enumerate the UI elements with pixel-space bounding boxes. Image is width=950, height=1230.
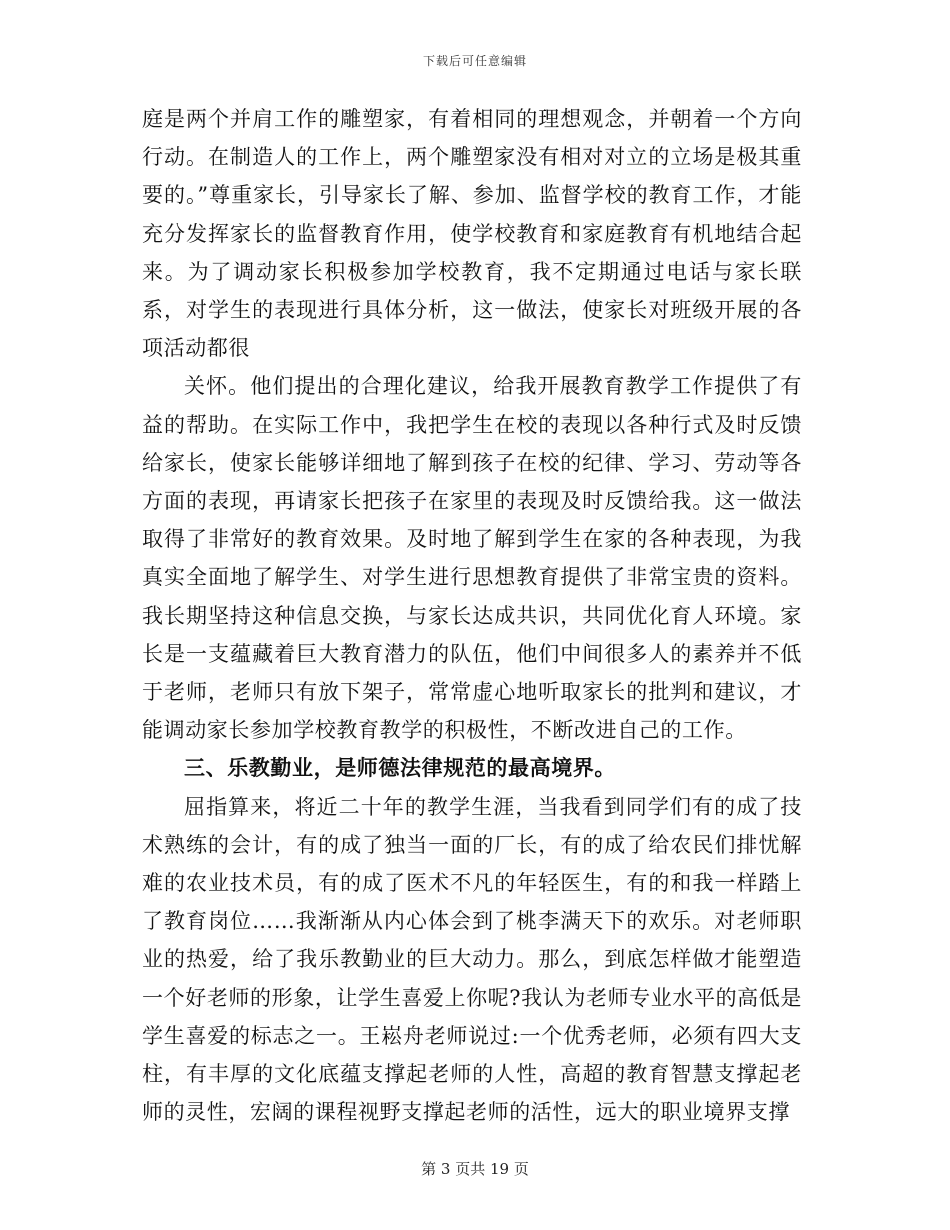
body-paragraph-2: 关怀。他们提出的合理化建议，给我开展教育教学工作提供了有益的帮助。在实际工作中，我把学生在校的表现以各种行式及时反馈给家长，使家长能够详细地了解到孩子在校的纪律、学习、劳动等各方面的表现，再请家长把孩子在家里的表现及时反馈给我。这一做法取得了非常好的教育效果。及时地了解到学生在家的各种表现，为我真实全面地了解学生、对学生进行思想教育提供了非常宝贵的资料。我长期坚持这种信息交换，与家长达成共识，共同优化育人环境。家长是一支蕴藏着巨大教育潜力的队伍，他们中间很多人的素养并不低于老师，老师只有放下架子，常常虚心地听取家长的批判和建议，才能调动家长参加学校教育教学的积极性，不断改进自己的工作。 xyxy=(142,374,802,743)
page-header: 下载后可任意编辑 xyxy=(422,54,527,68)
section-heading-3: 三、乐教勤业，是师德法律规范的最高境界。 xyxy=(184,756,616,781)
body-paragraph-4: 屈指算来，将近二十年的教学生涯，当我看到同学们有的成了技术熟练的会计，有的成了独当一面的厂长，有的成了给农民们排忧解难的农业技术员，有的成了医术不凡的年轻医生，有的和我一样踏上了教育岗位……我渐渐从内心体会到了桃李满天下的欢乐。对老师职业的热爱，给了我乐教勤业的巨大动力。那么，到底怎样做才能塑造一个好老师的形象，让学生喜爱上你呢?我认为老师专业水平的高低是学生喜爱的标志之一。王崧舟老师说过:一个优秀老师，必须有四大支柱，有丰厚的文化底蕴支撑起老师的人性，高超的教育智慧支撑起老师的灵性，宏阔的课程视野支撑起老师的活性，远大的职业境界支撑 xyxy=(142,794,802,1125)
document-body xyxy=(142,100,802,1131)
body-paragraph-1: 庭是两个并肩工作的雕塑家，有着相同的理想观念，并朝着一个方向行动。在制造人的工作上，两个雕塑家没有相对对立的立场是极其重要的。”尊重家长，引导家长了解、参加、监督学校的教育工作，才能充分发挥家长的监督教育作用，使学校教育和家庭教育有机地结合起来。为了调动家长积极参加学校教育，我不定期通过电话与家长联系，对学生的表现进行具体分析，这一做法，使家长对班级开展的各项活动都很 xyxy=(142,107,802,361)
page-footer: 第 3 页共 19 页 xyxy=(421,1160,529,1178)
